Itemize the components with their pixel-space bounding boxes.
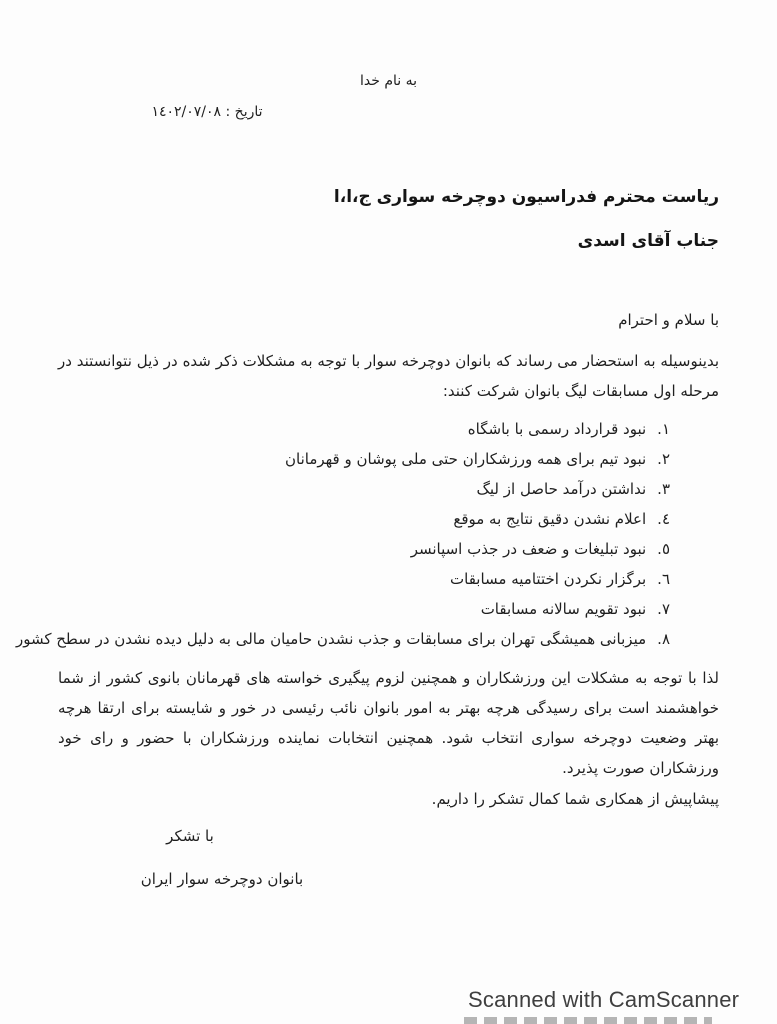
list-item-number: ١. (657, 420, 670, 438)
dashed-scan-artifact (464, 1017, 712, 1024)
list-item-number: ٤. (657, 510, 670, 528)
list-item-text: برگزار نکردن اختتامیه مسابقات (450, 570, 647, 588)
request-paragraph (58, 663, 719, 783)
paragraph-line: لذا با توجه به مشکلات این ورزشکاران و همچنین لزوم پیگیری خواسته های قهرمانان بانوی کشور از شما (58, 669, 719, 687)
salutation-line: با سلام و احترام (618, 311, 719, 329)
list-item (58, 504, 670, 534)
list-item-number: ٥. (657, 540, 670, 558)
list-item-text: نبود قرارداد رسمی با باشگاه (467, 420, 647, 438)
list-item (58, 474, 670, 504)
list-item (58, 594, 670, 624)
list-item-number: ٢. (657, 450, 670, 468)
intro-paragraph (58, 346, 719, 406)
list-item-number: ٦. (657, 570, 670, 588)
camscanner-watermark: Scanned with CamScanner (468, 987, 740, 1012)
paragraph-line: خواهشمند است برای رسیدگی هرچه بهتر به امور بانوان نائب رئیسی در خور و شایسته برای ارتقا هرچه (58, 699, 719, 717)
problems-list (15, 414, 670, 654)
paragraph-line: بدینوسیله به استحضار می رساند که بانوان دوچرخه سوار با توجه به مشکلات ذکر شده در ذیل نتوانستند در (58, 352, 719, 370)
list-item (58, 444, 670, 474)
list-item-number: ٧. (657, 600, 670, 618)
bismillah-text: به نام خدا (359, 73, 418, 89)
list-item-number: ٨. (657, 630, 670, 648)
paragraph-line: مرحله اول مسابقات لیگ بانوان شرکت کنند: (442, 382, 719, 400)
paragraph-line: ورزشکاران صورت پذیرد. (562, 759, 719, 777)
paragraph-line: بهتر وضعیت دوچرخه سواری انتخاب شود. همچنین انتخابات نماینده ورزشکاران با حضور و رای خود (58, 729, 719, 747)
list-item-text: نبود تیم برای همه ورزشکاران حتی ملی پوشان و قهرمانان (285, 450, 647, 468)
list-item-text: نبود تقویم سالانه مسابقات (480, 600, 647, 618)
signature-organization: بانوان دوچرخه سوار ایران (140, 870, 304, 888)
closing-line: با تشکر (166, 827, 214, 845)
recipient-title: ریاست محترم فدراسیون دوچرخه سواری ج،ا،ا (333, 187, 719, 207)
list-item-text: نبود تبلیغات و ضعف در جذب اسپانسر (410, 540, 647, 558)
list-item (58, 564, 670, 594)
list-item-text: نداشتن درآمد حاصل از لیگ (476, 480, 647, 498)
list-item-text: اعلام نشدن دقیق نتایج به موقع (453, 510, 647, 528)
list-item-text: میزبانی همیشگی تهران برای مسابقات و جذب نشدن حامیان مالی به دلیل دیده نشدن در سطح کشور (15, 630, 647, 648)
list-item (15, 624, 670, 654)
list-item-number: ٣. (657, 480, 670, 498)
list-item (58, 414, 670, 444)
list-item (58, 534, 670, 564)
date-line: تاریخ : ١٤٠٢/٠٧/٠٨ (151, 104, 263, 120)
recipient-name: جناب آقای اسدی (577, 231, 719, 251)
thanks-line: پیشاپیش از همکاری شما کمال تشکر را داریم. (431, 790, 719, 808)
